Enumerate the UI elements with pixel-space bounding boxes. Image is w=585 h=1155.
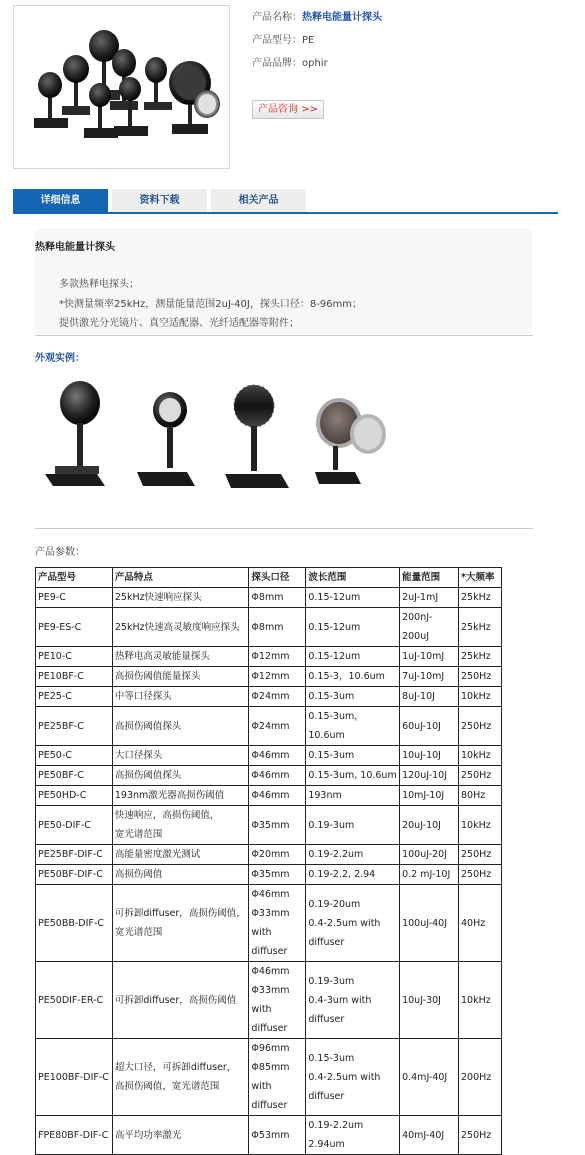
wavelength-cell: 0.15-3um: [306, 746, 400, 766]
aperture-cell: Φ8mm: [249, 588, 306, 608]
product-brand-value: ophir: [302, 58, 328, 69]
divider: [35, 335, 533, 336]
max-frequency-cell: 25kHz: [458, 608, 501, 647]
aperture-cell: Φ46mm Φ33mm with diffuser: [249, 962, 306, 1039]
max-frequency-cell: 25kHz: [458, 647, 501, 667]
table-row: [36, 707, 502, 746]
energy-range-cell: 40mJ-40J: [400, 1116, 459, 1155]
energy-range-cell: 10uJ-10J: [400, 746, 459, 766]
wavelength-cell: 0.15-3um, 10.6um: [306, 766, 400, 786]
model-cell: PE10-C: [36, 647, 113, 667]
wavelength-cell: 0.15-12um: [306, 608, 400, 647]
column-header: 能量范围: [400, 568, 459, 588]
model-cell: FPE80BF-DIF-C: [36, 1116, 113, 1155]
feature-cell: 高平均功率激光: [112, 1116, 249, 1155]
feature-cell: 可拆卸diffuser，高损伤阈值， 宽光谱范围: [112, 885, 249, 962]
wavelength-cell: 0.19-3um 0.4-3um with diffuser: [306, 962, 400, 1039]
max-frequency-cell: 250Hz: [458, 1116, 501, 1155]
aperture-cell: Φ12mm: [249, 647, 306, 667]
appearance-photos: [35, 368, 435, 508]
aperture-cell: Φ46mm: [249, 786, 306, 806]
model-cell: PE50HD-C: [36, 786, 113, 806]
model-cell: PE100BF-DIF-C: [36, 1039, 113, 1116]
product-model-label: 产品型号：: [252, 35, 302, 46]
table-row: [36, 806, 502, 845]
feature-cell: 大口径探头: [112, 746, 249, 766]
wavelength-cell: 0.15-3um 0.4-2.5um with diffuser: [306, 1039, 400, 1116]
model-cell: PE50-C: [36, 746, 113, 766]
max-frequency-cell: 10kHz: [458, 962, 501, 1039]
appearance-title: 外观实例：: [35, 353, 85, 364]
detector-photo-4: [315, 398, 386, 484]
detail-tabs: [13, 189, 558, 214]
detector-photo-1: [45, 381, 105, 486]
energy-range-cell: 100uJ-20J: [400, 845, 459, 865]
table-row: [36, 588, 502, 608]
product-brand-label: 产品品牌：: [252, 58, 302, 69]
max-frequency-cell: 10kHz: [458, 806, 501, 845]
params-title: 产品参数：: [35, 547, 85, 558]
max-frequency-cell: 200Hz: [458, 1039, 501, 1116]
detector-photo-3: [225, 385, 289, 488]
tab-details[interactable]: 详细信息: [13, 189, 108, 212]
feature-cell: 快速响应，高损伤阈值， 宽光谱范围: [112, 806, 249, 845]
feature-cell: 高损伤阈值: [112, 865, 249, 885]
detail-bullet: *快测量频率25kHz，测量能量范围2uJ-40J，探头口径：8-96mm；: [59, 299, 363, 310]
product-image: [13, 5, 230, 169]
product-name-row: [252, 10, 572, 33]
max-frequency-cell: 10kHz: [458, 746, 501, 766]
feature-cell: 可拆卸diffuser，高损伤阈值: [112, 962, 249, 1039]
product-name-value: 热释电能量计探头: [302, 12, 382, 23]
energy-range-cell: 0.4mJ-40J: [400, 1039, 459, 1116]
model-cell: PE50BF-C: [36, 766, 113, 786]
feature-cell: 热释电高灵敏能量探头: [112, 647, 249, 667]
wavelength-cell: 0.15-3um: [306, 687, 400, 707]
wavelength-cell: 0.19-20um 0.4-2.5um with diffuser: [306, 885, 400, 962]
max-frequency-cell: 10kHz: [458, 687, 501, 707]
feature-cell: 25kHz快速响应探头: [112, 588, 249, 608]
wavelength-cell: 0.15-12um: [306, 647, 400, 667]
feature-cell: 中等口径探头: [112, 687, 249, 707]
model-cell: PE9-C: [36, 588, 113, 608]
table-header-row: [36, 568, 502, 588]
wavelength-cell: 0.15-3，10.6um: [306, 667, 400, 687]
aperture-cell: Φ24mm: [249, 707, 306, 746]
energy-range-cell: 2uJ-1mJ: [400, 588, 459, 608]
wavelength-cell: 0.19-3um: [306, 806, 400, 845]
wavelength-cell: 0.15-3um，10.6um: [306, 707, 400, 746]
table-row: [36, 786, 502, 806]
product-name-label: 产品名称：: [252, 12, 302, 23]
model-cell: PE9-ES-C: [36, 608, 113, 647]
feature-cell: 193nm激光器高损伤阈值: [112, 786, 249, 806]
energy-range-cell: 0.2 mJ-10J: [400, 865, 459, 885]
product-inquiry-button[interactable]: 产品咨询 >>: [252, 100, 324, 119]
wavelength-cell: 0.19-2.2, 2.94: [306, 865, 400, 885]
table-row: [36, 1116, 502, 1155]
table-row: [36, 962, 502, 1039]
detail-title: 热释电能量计探头: [35, 242, 115, 253]
feature-cell: 高损伤阈值探头: [112, 707, 249, 746]
table-row: [36, 766, 502, 786]
aperture-cell: Φ46mm Φ33mm with diffuser: [249, 885, 306, 962]
column-header: 产品特点: [112, 568, 249, 588]
column-header: *大频率: [458, 568, 501, 588]
detail-bullet: 提供激光分光镜片、真空适配器、光纤适配器等附件；: [59, 318, 299, 329]
wavelength-cell: 193nm: [306, 786, 400, 806]
model-cell: PE25BF-DIF-C: [36, 845, 113, 865]
energy-range-cell: 200nJ-200uJ: [400, 608, 459, 647]
table-row: [36, 1039, 502, 1116]
energy-range-cell: 8uJ-10J: [400, 687, 459, 707]
max-frequency-cell: 250Hz: [458, 865, 501, 885]
divider: [35, 528, 533, 529]
model-cell: PE50BB-DIF-C: [36, 885, 113, 962]
energy-range-cell: 100uJ-40J: [400, 885, 459, 962]
aperture-cell: Φ46mm: [249, 746, 306, 766]
column-header: 产品型号: [36, 568, 113, 588]
table-row: [36, 746, 502, 766]
feature-cell: 高能量密度激光测试: [112, 845, 249, 865]
aperture-cell: Φ24mm: [249, 687, 306, 707]
max-frequency-cell: 250Hz: [458, 667, 501, 687]
product-model-row: [252, 33, 572, 56]
aperture-cell: Φ12mm: [249, 667, 306, 687]
aperture-cell: Φ96mm Φ85mm with diffuser: [249, 1039, 306, 1116]
table-row: [36, 865, 502, 885]
model-cell: PE50DIF-ER-C: [36, 962, 113, 1039]
max-frequency-cell: 250Hz: [458, 845, 501, 865]
model-cell: PE25-C: [36, 687, 113, 707]
aperture-cell: Φ8mm: [249, 608, 306, 647]
wavelength-cell: 0.15-12um: [306, 588, 400, 608]
aperture-cell: Φ35mm: [249, 865, 306, 885]
wavelength-cell: 0.19-2.2um 2.94um: [306, 1116, 400, 1155]
max-frequency-cell: 25kHz: [458, 588, 501, 608]
energy-range-cell: 20uJ-10J: [400, 806, 459, 845]
feature-cell: 25kHz快速高灵敏度响应探头: [112, 608, 249, 647]
column-header: 波长范围: [306, 568, 400, 588]
energy-range-cell: 120uJ-10J: [400, 766, 459, 786]
model-cell: PE50-DIF-C: [36, 806, 113, 845]
feature-cell: 高损伤阈值探头: [112, 766, 249, 786]
table-row: [36, 667, 502, 687]
aperture-cell: Φ53mm: [249, 1116, 306, 1155]
table-row: [36, 608, 502, 647]
model-cell: PE50BF-DIF-C: [36, 865, 113, 885]
max-frequency-cell: 250Hz: [458, 766, 501, 786]
table-row: [36, 845, 502, 865]
product-model-value: PE: [302, 35, 315, 46]
detail-bullet: 多款热释电探头；: [59, 279, 139, 290]
energy-range-cell: 10mJ-10J: [400, 786, 459, 806]
aperture-cell: Φ20mm: [249, 845, 306, 865]
spec-table: [35, 567, 502, 1155]
table-row: [36, 687, 502, 707]
tab-downloads[interactable]: 资料下载: [112, 189, 207, 212]
max-frequency-cell: 80Hz: [458, 786, 501, 806]
feature-cell: 超大口径，可拆卸diffuser， 高损伤阈值，宽光谱范围: [112, 1039, 249, 1116]
table-row: [36, 885, 502, 962]
detector-group-illustration: [14, 6, 231, 170]
product-brand-row: [252, 56, 572, 79]
table-row: [36, 647, 502, 667]
max-frequency-cell: 40Hz: [458, 885, 501, 962]
feature-cell: 高损伤阈值能量探头: [112, 667, 249, 687]
product-info: [252, 10, 572, 79]
wavelength-cell: 0.19-2.2um: [306, 845, 400, 865]
energy-range-cell: 7uJ-10mJ: [400, 667, 459, 687]
aperture-cell: Φ46mm: [249, 766, 306, 786]
tab-related-products[interactable]: 相关产品: [211, 189, 306, 212]
column-header: 探头口径: [249, 568, 306, 588]
energy-range-cell: 1uJ-10mJ: [400, 647, 459, 667]
energy-range-cell: 60uJ-10J: [400, 707, 459, 746]
aperture-cell: Φ35mm: [249, 806, 306, 845]
model-cell: PE10BF-C: [36, 667, 113, 687]
detector-photo-2: [137, 392, 195, 486]
max-frequency-cell: 250Hz: [458, 707, 501, 746]
model-cell: PE25BF-C: [36, 707, 113, 746]
energy-range-cell: 10uJ-30J: [400, 962, 459, 1039]
